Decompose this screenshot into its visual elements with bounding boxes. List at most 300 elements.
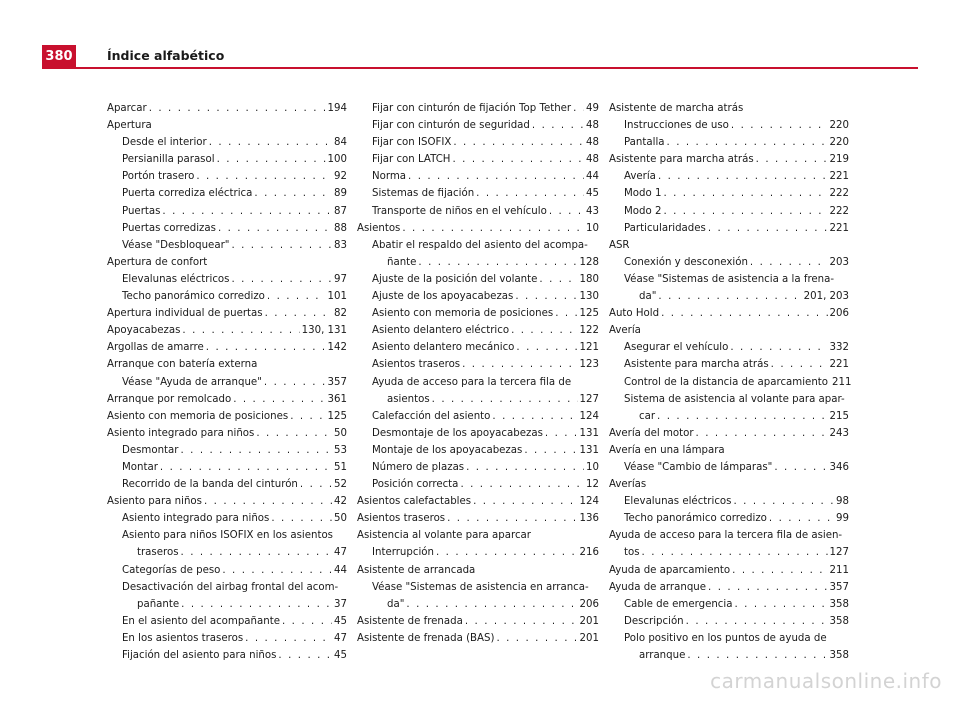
entry-term: Montaje de los apoyacabezas: [372, 444, 523, 456]
entry-term: En el asiento del acompañante: [122, 615, 280, 627]
entry-page-number: 221: [829, 222, 849, 234]
entry-term: Fijar con cinturón de seguridad: [372, 120, 530, 132]
entry-term: Conexión y desconexión: [624, 256, 748, 268]
entry-term: Fijar con LATCH: [372, 154, 451, 166]
index-heading: Ayuda de acceso para la tercera fila de asien-: [609, 530, 843, 542]
index-entry: [357, 630, 599, 647]
index-entry: [357, 425, 599, 442]
index-entry: [107, 630, 347, 647]
entry-page-number: 122: [579, 325, 599, 337]
entry-page-number: 87: [334, 205, 347, 217]
entry-term: Persianilla parasol: [122, 154, 215, 166]
entry-term: Argollas de amarre: [107, 342, 204, 354]
entry-page-number: 47: [334, 547, 347, 559]
dot-leader: [734, 596, 827, 613]
dot-leader: [300, 476, 332, 493]
index-entry: [107, 408, 347, 425]
dot-leader: [730, 339, 827, 356]
dot-leader: [696, 425, 828, 442]
dot-leader: [769, 510, 834, 527]
entry-page-number: 42: [334, 496, 347, 508]
entry-page-number: 124: [579, 410, 599, 422]
entry-page-number: 37: [334, 598, 347, 610]
entry-term: Asiento para niños: [107, 496, 202, 508]
entry-page-number: 45: [334, 615, 347, 627]
entry-term: Véase "Ayuda de arranque": [122, 376, 262, 388]
entry-term: Norma: [372, 171, 407, 183]
index-entry: [107, 305, 347, 322]
entry-page-number: 48: [586, 120, 599, 132]
index-entry: [357, 613, 599, 630]
entry-page-number: 222: [829, 188, 849, 200]
entry-page-number: 125: [579, 308, 599, 320]
entry-term: Asiento delantero mecánico: [372, 342, 515, 354]
index-entry: [107, 510, 347, 527]
dot-leader: [515, 288, 577, 305]
dot-leader: [663, 185, 827, 202]
index-heading: Asistencia al volante para aparcar: [357, 530, 531, 542]
dot-leader: [447, 510, 577, 527]
entry-term: Asiento con memoria de posiciones: [372, 308, 554, 320]
entry-term: Ayuda de aparcamiento: [609, 564, 731, 576]
entry-page-number: 99: [836, 513, 849, 525]
index-entry: [609, 510, 849, 527]
entry-page-number: 131: [579, 427, 599, 439]
index-entry: [609, 220, 849, 237]
dot-leader: [473, 493, 577, 510]
dot-leader: [271, 510, 332, 527]
dot-leader: [181, 544, 333, 561]
dot-leader: [462, 356, 577, 373]
index-entry: [609, 374, 852, 391]
dot-leader: [452, 151, 584, 168]
entry-term: Apoyacabezas: [107, 325, 181, 337]
index-entry: [609, 185, 849, 202]
dot-leader: [667, 134, 828, 151]
index-entry: [357, 442, 599, 459]
index-entry: [357, 408, 599, 425]
index-entry: [107, 544, 347, 561]
entry-page-number: 125: [327, 410, 347, 422]
dot-leader: [657, 408, 828, 425]
entry-page-number: 358: [829, 615, 849, 627]
index-entry: [107, 237, 347, 254]
entry-page-number: 219: [829, 154, 849, 166]
entry-page-number: 127: [829, 547, 849, 559]
index-entry: [609, 203, 849, 220]
index-entry: [609, 151, 849, 168]
entry-page-number: 203: [829, 256, 849, 268]
index-entry: [107, 151, 347, 168]
entry-page-number: 128: [579, 256, 599, 268]
entry-term: Techo panorámico corredizo: [122, 291, 265, 303]
entry-term: ñante: [387, 256, 417, 268]
index-entry: [357, 322, 599, 339]
entry-term: Ayuda de arranque: [609, 581, 707, 593]
entry-term: Instrucciones de uso: [624, 120, 729, 132]
entry-term: da": [387, 598, 405, 610]
entry-page-number: 101: [327, 291, 347, 303]
entry-page-number: 130, 131: [301, 325, 347, 337]
entry-term: Asistente de frenada: [357, 615, 463, 627]
entry-term: pañante: [137, 598, 180, 610]
entry-term: Asistente para marcha atrás: [609, 154, 754, 166]
index-heading: Asistente de arrancada: [357, 564, 476, 576]
entry-term: Asegurar el vehículo: [624, 342, 729, 354]
entry-page-number: 12: [586, 479, 599, 491]
dot-leader: [733, 493, 834, 510]
index-entry: [357, 168, 599, 185]
entry-term: Asiento con memoria de posiciones: [107, 410, 289, 422]
dot-leader: [408, 168, 584, 185]
entry-term: Asientos calefactables: [357, 496, 472, 508]
index-entry: [107, 647, 347, 664]
dot-leader: [496, 630, 577, 647]
entry-term: Techo panorámico corredizo: [624, 513, 767, 525]
entry-term: Ajuste de los apoyacabezas: [372, 291, 514, 303]
index-entry: [357, 117, 599, 134]
entry-term: tos: [624, 547, 640, 559]
entry-page-number: 194: [327, 103, 347, 114]
entry-page-number: 357: [327, 376, 347, 388]
entry-term: Portón trasero: [122, 171, 195, 183]
entry-term: Apertura individual de puertas: [107, 308, 263, 320]
index-entry: [107, 288, 347, 305]
index-entry: [107, 322, 347, 339]
dot-leader: [774, 459, 827, 476]
index-entry: [357, 356, 599, 373]
entry-page-number: 49: [586, 103, 599, 114]
index-entry: [357, 100, 599, 117]
entry-term: Desmontaje de los apoyacabezas: [372, 427, 543, 439]
entry-page-number: 52: [334, 479, 347, 491]
dot-leader: [265, 305, 332, 322]
entry-page-number: 361: [327, 393, 347, 405]
entry-page-number: 358: [829, 598, 849, 610]
dot-leader: [545, 425, 578, 442]
entry-page-number: 130: [579, 291, 599, 303]
dot-leader: [233, 391, 325, 408]
dot-leader: [402, 220, 584, 237]
entry-term: Puertas corredizas: [122, 222, 216, 234]
index-entry: [609, 356, 849, 373]
dot-leader: [750, 254, 828, 271]
dot-leader: [687, 647, 827, 664]
index-entry: [609, 596, 849, 613]
entry-term: Elevalunas eléctricos: [624, 496, 732, 508]
dot-leader: [209, 134, 332, 151]
entry-term: Elevalunas eléctricos: [122, 273, 230, 285]
dot-leader: [256, 425, 332, 442]
dot-leader: [686, 613, 828, 630]
index-entry: [357, 544, 599, 561]
index-entry: [357, 134, 599, 151]
index-entry: [107, 562, 347, 579]
entry-term: Montar: [122, 461, 158, 473]
entry-page-number: 98: [836, 496, 849, 508]
index-entry: [609, 134, 849, 151]
entry-page-number: 221: [829, 359, 849, 371]
entry-page-number: 89: [334, 188, 347, 200]
entry-page-number: 47: [334, 632, 347, 644]
entry-page-number: 221: [829, 171, 849, 183]
entry-page-number: 136: [579, 513, 599, 525]
index-column-3: [609, 100, 852, 664]
dot-leader: [756, 151, 828, 168]
index-entry: [609, 544, 849, 561]
entry-page-number: 201: [579, 632, 599, 644]
entry-term: Categorías de peso: [122, 564, 221, 576]
entry-term: Véase "Desbloquear": [122, 239, 230, 251]
entry-page-number: 45: [586, 188, 599, 200]
index-entry: [609, 493, 849, 510]
entry-term: Asiento delantero eléctrico: [372, 325, 510, 337]
index-entry: [609, 339, 849, 356]
entry-term: Asientos: [357, 222, 401, 234]
index-heading: Véase "Sistemas de asistencia en arranca-: [372, 581, 589, 593]
dot-leader: [661, 305, 827, 322]
index-entry: [609, 579, 849, 596]
entry-term: Puertas: [122, 205, 161, 217]
dot-leader: [453, 134, 584, 151]
entry-page-number: 48: [586, 154, 599, 166]
index-heading: Asiento para niños ISOFIX en los asientos: [122, 530, 333, 542]
entry-term: Desde el interior: [122, 137, 207, 149]
dot-leader: [406, 596, 577, 613]
entry-page-number: 206: [829, 308, 849, 320]
index-entry: [107, 220, 347, 237]
dot-leader: [732, 562, 827, 579]
entry-term: Fijación del asiento para niños: [122, 650, 277, 661]
entry-page-number: 127: [579, 393, 599, 405]
index-entry: [107, 391, 347, 408]
entry-term: Asiento integrado para niños: [107, 427, 255, 439]
entry-term: Aparcar: [107, 103, 147, 114]
index-entry: [357, 305, 599, 322]
index-heading: Apertura de confort: [107, 256, 208, 268]
entry-page-number: 44: [586, 171, 599, 183]
entry-term: Interrupción: [372, 547, 434, 559]
dot-leader: [436, 544, 578, 561]
dot-leader: [708, 220, 828, 237]
dot-leader: [771, 356, 828, 373]
entry-page-number: 123: [579, 359, 599, 371]
index-entry: [357, 220, 599, 237]
entry-term: Fijar con cinturón de fijación Top Tether: [372, 103, 572, 114]
entry-term: En los asientos traseros: [122, 632, 244, 644]
entry-page-number: 48: [586, 137, 599, 149]
dot-leader: [532, 117, 584, 134]
index-heading: ASR: [609, 239, 630, 251]
entry-term: Modo 2: [624, 205, 662, 217]
entry-page-number: 357: [829, 581, 849, 593]
index-entry: [107, 613, 347, 630]
dot-leader: [231, 237, 332, 254]
entry-page-number: 10: [586, 461, 599, 473]
index-entry: [357, 476, 599, 493]
index-entry: [609, 305, 849, 322]
dot-leader: [206, 339, 326, 356]
entry-term: Auto Hold: [609, 308, 660, 320]
entry-term: Fijar con ISOFIX: [372, 137, 452, 149]
index-entry: [357, 493, 599, 510]
entry-term: Puerta corrediza eléctrica: [122, 188, 253, 200]
dot-leader: [524, 442, 577, 459]
entry-page-number: 180: [579, 273, 599, 285]
entry-page-number: 332: [829, 342, 849, 354]
entry-term: Modo 1: [624, 188, 662, 200]
dot-leader: [476, 185, 584, 202]
index-heading: Asistente de marcha atrás: [609, 103, 744, 114]
index-heading: Avería: [609, 325, 641, 337]
index-entry: [609, 288, 849, 305]
index-entry: [609, 408, 849, 425]
index-entry: [107, 168, 347, 185]
dot-leader: [181, 596, 332, 613]
index-heading: Desactivación del airbag frontal del acom-: [122, 581, 339, 593]
dot-leader: [222, 562, 332, 579]
entry-term: Calefacción del asiento: [372, 410, 491, 422]
entry-term: Control de la distancia de aparcamiento: [624, 376, 828, 388]
index-column-1: [107, 100, 347, 664]
entry-page-number: 346: [829, 461, 849, 473]
dot-leader: [231, 271, 332, 288]
dot-leader: [264, 374, 326, 391]
entry-term: Particularidades: [624, 222, 706, 234]
entry-term: Ajuste de la posición del volante: [372, 273, 538, 285]
index-heading: Sistema de asistencia al volante para apar-: [624, 393, 845, 405]
index-entry: [107, 493, 347, 510]
entry-term: Posición correcta: [372, 479, 459, 491]
index-entry: [107, 374, 347, 391]
entry-term: Pantalla: [624, 137, 665, 149]
dot-leader: [254, 185, 332, 202]
dot-leader: [162, 203, 332, 220]
dot-leader: [196, 168, 332, 185]
index-entry: [357, 185, 599, 202]
entry-page-number: 243: [829, 427, 849, 439]
index-entry: [357, 271, 599, 288]
entry-term: Número de plazas: [372, 461, 465, 473]
entry-term: Asistente para marcha atrás: [624, 359, 769, 371]
dot-leader: [160, 459, 332, 476]
entry-term: arranque: [639, 650, 686, 661]
index-entry: [107, 596, 347, 613]
dot-leader: [492, 408, 577, 425]
entry-page-number: 216: [579, 547, 599, 559]
index-entry: [357, 254, 599, 271]
dot-leader: [282, 613, 332, 630]
dot-leader: [180, 442, 332, 459]
index-entry: [357, 596, 599, 613]
index-heading: Ayuda de acceso para la tercera fila de: [372, 376, 572, 388]
index-entry: [107, 442, 347, 459]
dot-leader: [418, 254, 577, 271]
index-entry: [357, 510, 599, 527]
entry-term: Recorrido de la banda del cinturón: [122, 479, 298, 491]
entry-term: car: [639, 410, 656, 422]
dot-leader: [432, 391, 578, 408]
entry-term: Transporte de niños en el vehículo: [372, 205, 547, 217]
entry-page-number: 50: [334, 513, 347, 525]
entry-page-number: 45: [334, 650, 347, 661]
entry-page-number: 215: [829, 410, 849, 422]
entry-page-number: 100: [327, 154, 347, 166]
index-entry: [107, 476, 347, 493]
entry-term: Arranque por remolcado: [107, 393, 232, 405]
entry-term: da": [639, 291, 657, 303]
entry-term: Asientos traseros: [357, 513, 446, 525]
index-entry: [357, 459, 599, 476]
dot-leader: [204, 493, 332, 510]
dot-leader: [465, 613, 578, 630]
entry-page-number: 220: [829, 137, 849, 149]
index-heading: Averías: [609, 479, 647, 491]
watermark: carmanualsonline.info: [710, 669, 942, 693]
dot-leader: [267, 288, 326, 305]
dot-leader: [555, 305, 577, 322]
entry-term: asientos: [387, 393, 430, 405]
dot-leader: [708, 579, 828, 596]
entry-page-number: 358: [829, 650, 849, 661]
entry-term: Avería: [624, 171, 656, 183]
dot-leader: [218, 220, 332, 237]
dot-leader: [539, 271, 577, 288]
dot-leader: [658, 288, 801, 305]
entry-page-number: 92: [334, 171, 347, 183]
entry-page-number: 82: [334, 308, 347, 320]
entry-page-number: 53: [334, 444, 347, 456]
entry-page-number: 50: [334, 427, 347, 439]
index-entry: [609, 647, 849, 664]
dot-leader: [573, 100, 584, 117]
index-heading: Polo positivo en los puntos de ayuda de: [624, 632, 827, 644]
entry-page-number: 206: [579, 598, 599, 610]
entry-page-number: 211: [829, 564, 849, 576]
dot-leader: [642, 544, 828, 561]
index-entry: [107, 134, 347, 151]
index-entry: [357, 391, 599, 408]
entry-term: Avería del motor: [609, 427, 694, 439]
index-entry: [609, 117, 849, 134]
page-title: Índice alfabético: [107, 48, 225, 63]
index-heading: Apertura: [107, 120, 152, 132]
entry-page-number: 142: [327, 342, 347, 354]
dot-leader: [516, 339, 577, 356]
dot-leader: [149, 100, 326, 117]
index-entry: [107, 100, 347, 117]
dot-leader: [290, 408, 325, 425]
page-number: 380: [42, 45, 76, 68]
dot-leader: [549, 203, 584, 220]
entry-term: Cable de emergencia: [624, 598, 733, 610]
index-column-2: [357, 100, 599, 647]
index-entry: [107, 339, 347, 356]
dot-leader: [731, 117, 828, 134]
entry-term: Asientos traseros: [372, 359, 461, 371]
entry-term: Asistente de frenada (BAS): [357, 632, 495, 644]
dot-leader: [217, 151, 326, 168]
index-entry: [107, 271, 347, 288]
index-entry: [107, 203, 347, 220]
dot-leader: [658, 168, 828, 185]
entry-page-number: 97: [334, 273, 347, 285]
entry-page-number: 88: [334, 222, 347, 234]
index-entry: [107, 425, 347, 442]
index-entry: [107, 185, 347, 202]
entry-page-number: 83: [334, 239, 347, 251]
entry-page-number: 131: [579, 444, 599, 456]
